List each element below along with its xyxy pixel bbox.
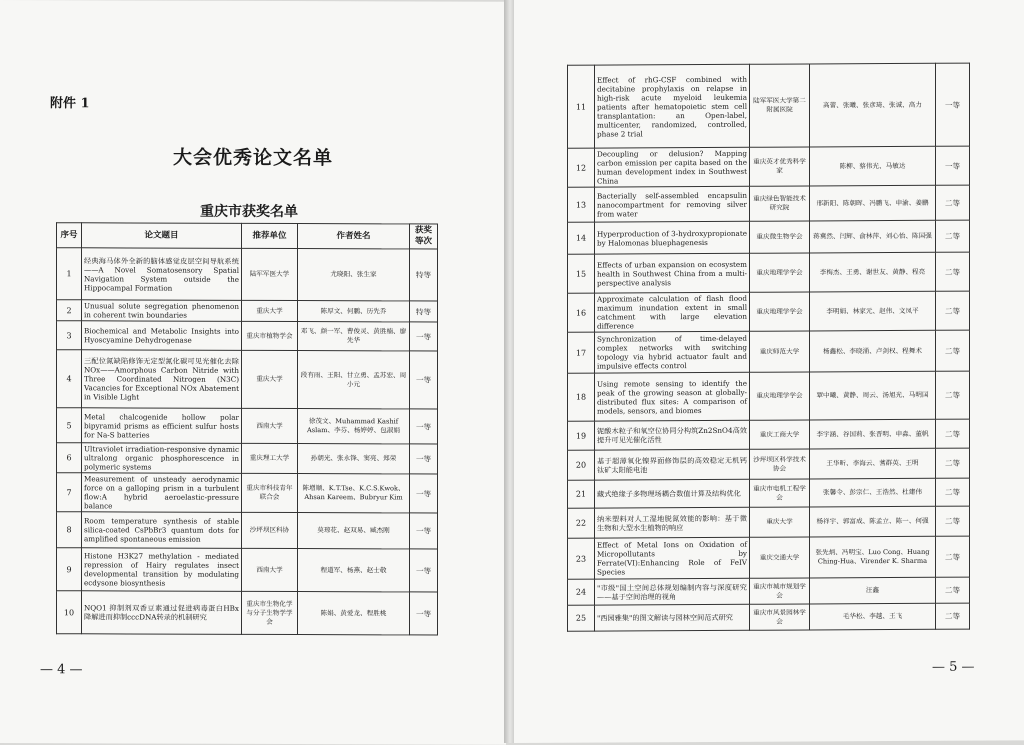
author-names: 程道军、杨燕、赵士敬 — [298, 549, 410, 592]
row-number: 11 — [568, 65, 595, 148]
author-names: 张馨令、彭宗仁、王浩然、杜建伟 — [810, 478, 936, 507]
author-names: 杨祥宇、郭富成、陈孟立、陈一、何强 — [810, 506, 936, 537]
author-names: 王华昕、李海云、蓍群英、王明 — [810, 448, 936, 479]
author-names: 覃中曦、黄静、周云、汤旭光、马明国 — [810, 371, 936, 420]
table-row — [568, 252, 970, 293]
author-names: 尤晓阳、张生家 — [298, 249, 410, 301]
paper-title: Using remote sensing to identify the peak of the growing season at globally-distributed flux sites: A comparison of models, sensors, and biomes — [595, 372, 750, 421]
author-names: 陈厚文、何鹏、历先乔 — [298, 301, 410, 322]
recommending-unit: 重庆市生物化学与分子生物学学会 — [242, 591, 298, 634]
table-row — [568, 603, 970, 631]
left-page — [0, 0, 506, 745]
paper-title: 经典海马体外全新的脑体感觉皮层空间导航系统——A Novel Somatosensory Spatial Navigation System outside the Hippocampal Formation — [82, 248, 242, 301]
paper-title: 基于超薄氧化镍界面修饰层的高效稳定无机钙钛矿太阳能电池 — [595, 449, 750, 480]
award-level: 二等 — [936, 448, 970, 478]
column-header-award: 获奖等次 — [410, 224, 438, 249]
section-subtitle: 重庆市获奖名单 — [200, 203, 298, 221]
award-level: 二等 — [936, 220, 970, 252]
table-row — [568, 419, 970, 450]
recommending-unit: 重庆地理学学会 — [750, 253, 810, 292]
row-number: 24 — [568, 579, 595, 605]
author-names: 蒋冀然、闫辉、俞林萍、刘心怡、陈国强 — [810, 220, 936, 253]
award-level: 二等 — [936, 478, 970, 506]
award-level: 二等 — [936, 252, 970, 291]
annex-label: 附件 1 — [50, 96, 90, 112]
author-names: 李明娟、林家元、赵伟、文凤平 — [810, 291, 936, 331]
paper-title: 藏式绝缘子多物理场耦合数值计算及结构优化 — [595, 479, 750, 508]
table-row — [57, 473, 438, 513]
row-number: 18 — [568, 373, 595, 421]
table-row — [568, 448, 970, 480]
paper-title: Biochemical and Metabolic Insights into Hyoscyamine Dehydrogenase — [82, 321, 242, 351]
award-level: 二等 — [936, 536, 970, 577]
column-header-no: 序号 — [57, 223, 82, 248]
author-names: 邓飞、颜一军、曹俊灵、黄胜楠、廖先华 — [298, 322, 410, 351]
paper-title: Effect of rhG-CSF combined with decitabine prophylaxis on relapse in high-risk acute myeloid leukemia patients after hematopoietic stem cell transplantation: an Open-label, multicenter, randomized, controlled, phase 2 trial — [595, 64, 750, 148]
paper-title: Hyperproduction of 3-hydroxypropionate by Halomonas bluephagenesis — [595, 221, 750, 254]
author-names: 孙朝光、张永锋、窦亮、郑荣 — [298, 444, 410, 474]
row-number: 5 — [57, 408, 82, 443]
table-row — [57, 300, 438, 322]
award-table-right — [567, 63, 970, 632]
author-names: 徐茂文、Muhammad Kashif Aslam、李芬、杨婷婷、包淑娟 — [298, 409, 410, 444]
author-names: 高蕾、张曦、张彦琦、张诚、高力 — [810, 63, 936, 147]
recommending-unit: 沙坪坝区科学技术协会 — [750, 449, 810, 479]
author-names: 杨鑫松、李晓涌、卢剑权、程舞术 — [810, 330, 936, 372]
award-level: 二等 — [936, 419, 970, 448]
paper-title: 纳米塑料对人工湿地脱氮效能的影响：基于微生物和大型水生植物的响应 — [595, 507, 750, 538]
award-level: 二等 — [936, 291, 970, 330]
paper-title: Bacterially self-assembled encapsulin nanocompartment for removing silver from water — [595, 186, 750, 222]
recommending-unit: 重庆大学 — [750, 507, 810, 537]
paper-title: Effect of Metal Ions on Oxidation of Micropollutants by Ferrate(VI):Enhancing Role of FeIV Species — [595, 537, 750, 579]
table-row — [568, 577, 970, 605]
column-header-org: 推荐单位 — [242, 223, 298, 248]
row-number: 9 — [57, 548, 82, 591]
recommending-unit: 重庆大学 — [242, 350, 298, 408]
table-row — [568, 506, 970, 538]
paper-title: NQO1 抑制剂双香豆素通过促进病毒蛋白HBx降解进而抑制cccDNA转录的机制研究 — [82, 591, 242, 635]
row-number: 20 — [568, 450, 595, 480]
author-names: 李梅杰、王勇、谢世友、黄静、程亮 — [810, 252, 936, 292]
recommending-unit: 重庆市城市规划学会 — [750, 578, 810, 604]
column-header-title: 论文题目 — [82, 223, 242, 249]
row-number: 14 — [568, 222, 595, 254]
row-number: 22 — [568, 508, 595, 538]
table-row — [568, 185, 970, 222]
author-names: 陈柳、蔡伟光、马敏达 — [810, 146, 936, 186]
award-level: 特等 — [410, 249, 438, 301]
award-level: 二等 — [936, 185, 970, 220]
award-level: 一等 — [936, 146, 970, 185]
recommending-unit: 重庆师范大学 — [750, 331, 810, 372]
recommending-unit: 重庆地理学学会 — [750, 292, 810, 331]
paper-title: Ultraviolet irradiation-responsive dynamic ultralong organic phosphorescence in polymeric systems — [82, 443, 242, 474]
row-number: 25 — [568, 605, 595, 631]
award-table-left — [56, 222, 438, 635]
paper-title: "市级"国土空间总体规划编制内容与深度研究——基于空间治理的视角 — [595, 578, 750, 605]
award-level: 二等 — [936, 603, 970, 629]
row-number: 19 — [568, 421, 595, 450]
table-row — [568, 536, 970, 579]
row-number: 2 — [57, 300, 82, 321]
author-names: 汪鑫 — [810, 577, 936, 604]
award-level: 一等 — [410, 549, 438, 592]
table-row — [568, 220, 970, 254]
award-level: 二等 — [936, 371, 970, 419]
award-level: 一等 — [410, 513, 438, 549]
page-number-left: — 4 — — [40, 662, 83, 678]
recommending-unit: 西南大学 — [242, 548, 298, 591]
row-number: 21 — [568, 480, 595, 508]
paper-title: Metal chalcogenide hollow polar bipyramid prisms as efficient sulfur hosts for Na-S batteries — [82, 408, 242, 444]
author-names: 陈增顺、K.T.Tse、K.C.S.Kwok、Ahsan Kareem、Bubryur Kim — [298, 474, 410, 513]
row-number: 3 — [57, 321, 82, 350]
table-row — [57, 408, 438, 444]
award-level: 一等 — [936, 63, 970, 146]
right-page — [514, 0, 1024, 743]
table-row — [57, 591, 438, 635]
recommending-unit: 重庆大学 — [242, 300, 298, 321]
paper-title: "西园雅集"的图文解读与园林空间范式研究 — [595, 604, 750, 631]
table-row — [568, 330, 970, 373]
row-number: 16 — [568, 293, 595, 332]
recommending-unit: 陆军军医大学 — [242, 248, 298, 300]
award-level: 一等 — [410, 474, 438, 513]
award-level: 特等 — [410, 301, 438, 322]
award-level: 一等 — [410, 351, 438, 409]
table-row — [57, 350, 438, 409]
award-level: 一等 — [410, 592, 438, 635]
paper-title: Approximate calculation of flash flood maximum inundation extent in small catchment with large elevation difference — [595, 292, 750, 332]
paper-title: Measurement of unsteady aerodynamic force on a galloping prism in a turbulent flow:A hybrid aeroelastic-pressure balance — [82, 473, 242, 513]
author-names: 李宇涵、谷国莉、张晋明、申淼、董帆 — [810, 419, 936, 449]
table-row — [57, 321, 438, 351]
recommending-unit: 重庆微生物学会 — [750, 221, 810, 253]
award-level: 一等 — [410, 444, 438, 474]
paper-title: Effects of urban expansion on ecosystem health in Southwest China from a multi-perspective analysis — [595, 253, 750, 293]
table-row — [57, 443, 438, 474]
recommending-unit: 重庆工商大学 — [750, 420, 810, 449]
author-names: 毛华松、李越、王飞 — [810, 603, 936, 630]
table-row — [57, 512, 438, 549]
page-number-right: — 5 — — [932, 659, 975, 675]
table-row — [568, 146, 970, 187]
row-number: 1 — [57, 248, 82, 300]
recommending-unit: 陆军军医大学第二附属医院 — [750, 64, 810, 147]
author-names: 莫琼花、赵双易、臧杰刚 — [298, 513, 410, 549]
recommending-unit: 重庆市植物学会 — [242, 321, 298, 350]
row-number: 12 — [568, 148, 595, 187]
author-names: 张先炳、冯明宝、Luo Cong、Huang Ching-Hua、Virender K. Sharma — [810, 536, 936, 578]
paper-title: Synchronization of time-delayed complex networks with switching topology via hybrid actuator fault and impulsive effects control — [595, 331, 750, 373]
row-number: 6 — [57, 443, 82, 473]
row-number: 10 — [57, 591, 82, 634]
paper-title: 三配位氮缺陷修饰无定型氮化碳可见光催化去除NOx——Amorphous Carbon Nitride with Three Coordinated Nitrogen (N3C) Vacancies for Exceptional NOx Abatement in Visible Light — [82, 350, 242, 409]
paper-title: Room temperature synthesis of stable silica-coated CsPbBr3 quantum dots for amplified spontaneous emission — [82, 512, 242, 549]
paper-title: 铌酸木粒子和氧空位协同分构筑Zn2SnO4高效提升可见光催化活性 — [595, 420, 750, 450]
paper-title: Decoupling or delusion? Mapping carbon emission per capita based on the human development index in Southwest China — [595, 147, 750, 187]
row-number: 8 — [57, 512, 82, 548]
recommending-unit: 重庆英才优秀科学家 — [750, 147, 810, 186]
recommending-unit: 重庆交通大学 — [750, 537, 810, 578]
table-row — [568, 478, 970, 508]
author-names: 邢新阳、陈朝晖、冯鹏飞、申渝、姜鹏 — [810, 185, 936, 221]
recommending-unit: 重庆市科技青年联合会 — [242, 473, 298, 512]
row-number: 4 — [57, 350, 82, 408]
row-number: 23 — [568, 538, 595, 579]
column-header-authors: 作者姓名 — [298, 224, 410, 249]
recommending-unit: 重庆市电机工程学会 — [750, 479, 810, 507]
award-level: 一等 — [410, 322, 438, 351]
row-number: 13 — [568, 187, 595, 222]
table-header-row — [57, 223, 438, 249]
recommending-unit: 西南大学 — [242, 408, 298, 443]
paper-title: Unusual solute segregation phenomenon in coherent twin boundaries — [82, 300, 242, 322]
author-names: 陈娟、黄爱龙、程胜桃 — [298, 592, 410, 635]
table-row — [568, 63, 970, 148]
paper-title: Histone H3K27 methylation - mediated repression of Hairy regulates insect developmental transition by modulating ecdysone biosynthesis — [82, 548, 242, 592]
table-row — [57, 548, 438, 592]
author-names: 段有雨、王阳、甘立勇、孟苏宏、周小元 — [298, 351, 410, 409]
row-number: 17 — [568, 332, 595, 373]
row-number: 15 — [568, 254, 595, 293]
recommending-unit: 重庆绿色智能技术研究院 — [750, 186, 810, 221]
award-level: 二等 — [936, 330, 970, 371]
document-title: 大会优秀论文名单 — [172, 146, 333, 170]
recommending-unit: 重庆市风景园林学会 — [750, 604, 810, 630]
award-level: 一等 — [410, 409, 438, 444]
table-row — [568, 291, 970, 332]
table-row — [568, 371, 970, 421]
recommending-unit: 沙坪坝区科协 — [242, 512, 298, 548]
row-number: 7 — [57, 473, 82, 512]
award-level: 二等 — [936, 506, 970, 536]
recommending-unit: 重庆地理学学会 — [750, 372, 810, 420]
table-row — [57, 248, 438, 301]
recommending-unit: 重庆理工大学 — [242, 443, 298, 473]
award-level: 二等 — [936, 577, 970, 603]
